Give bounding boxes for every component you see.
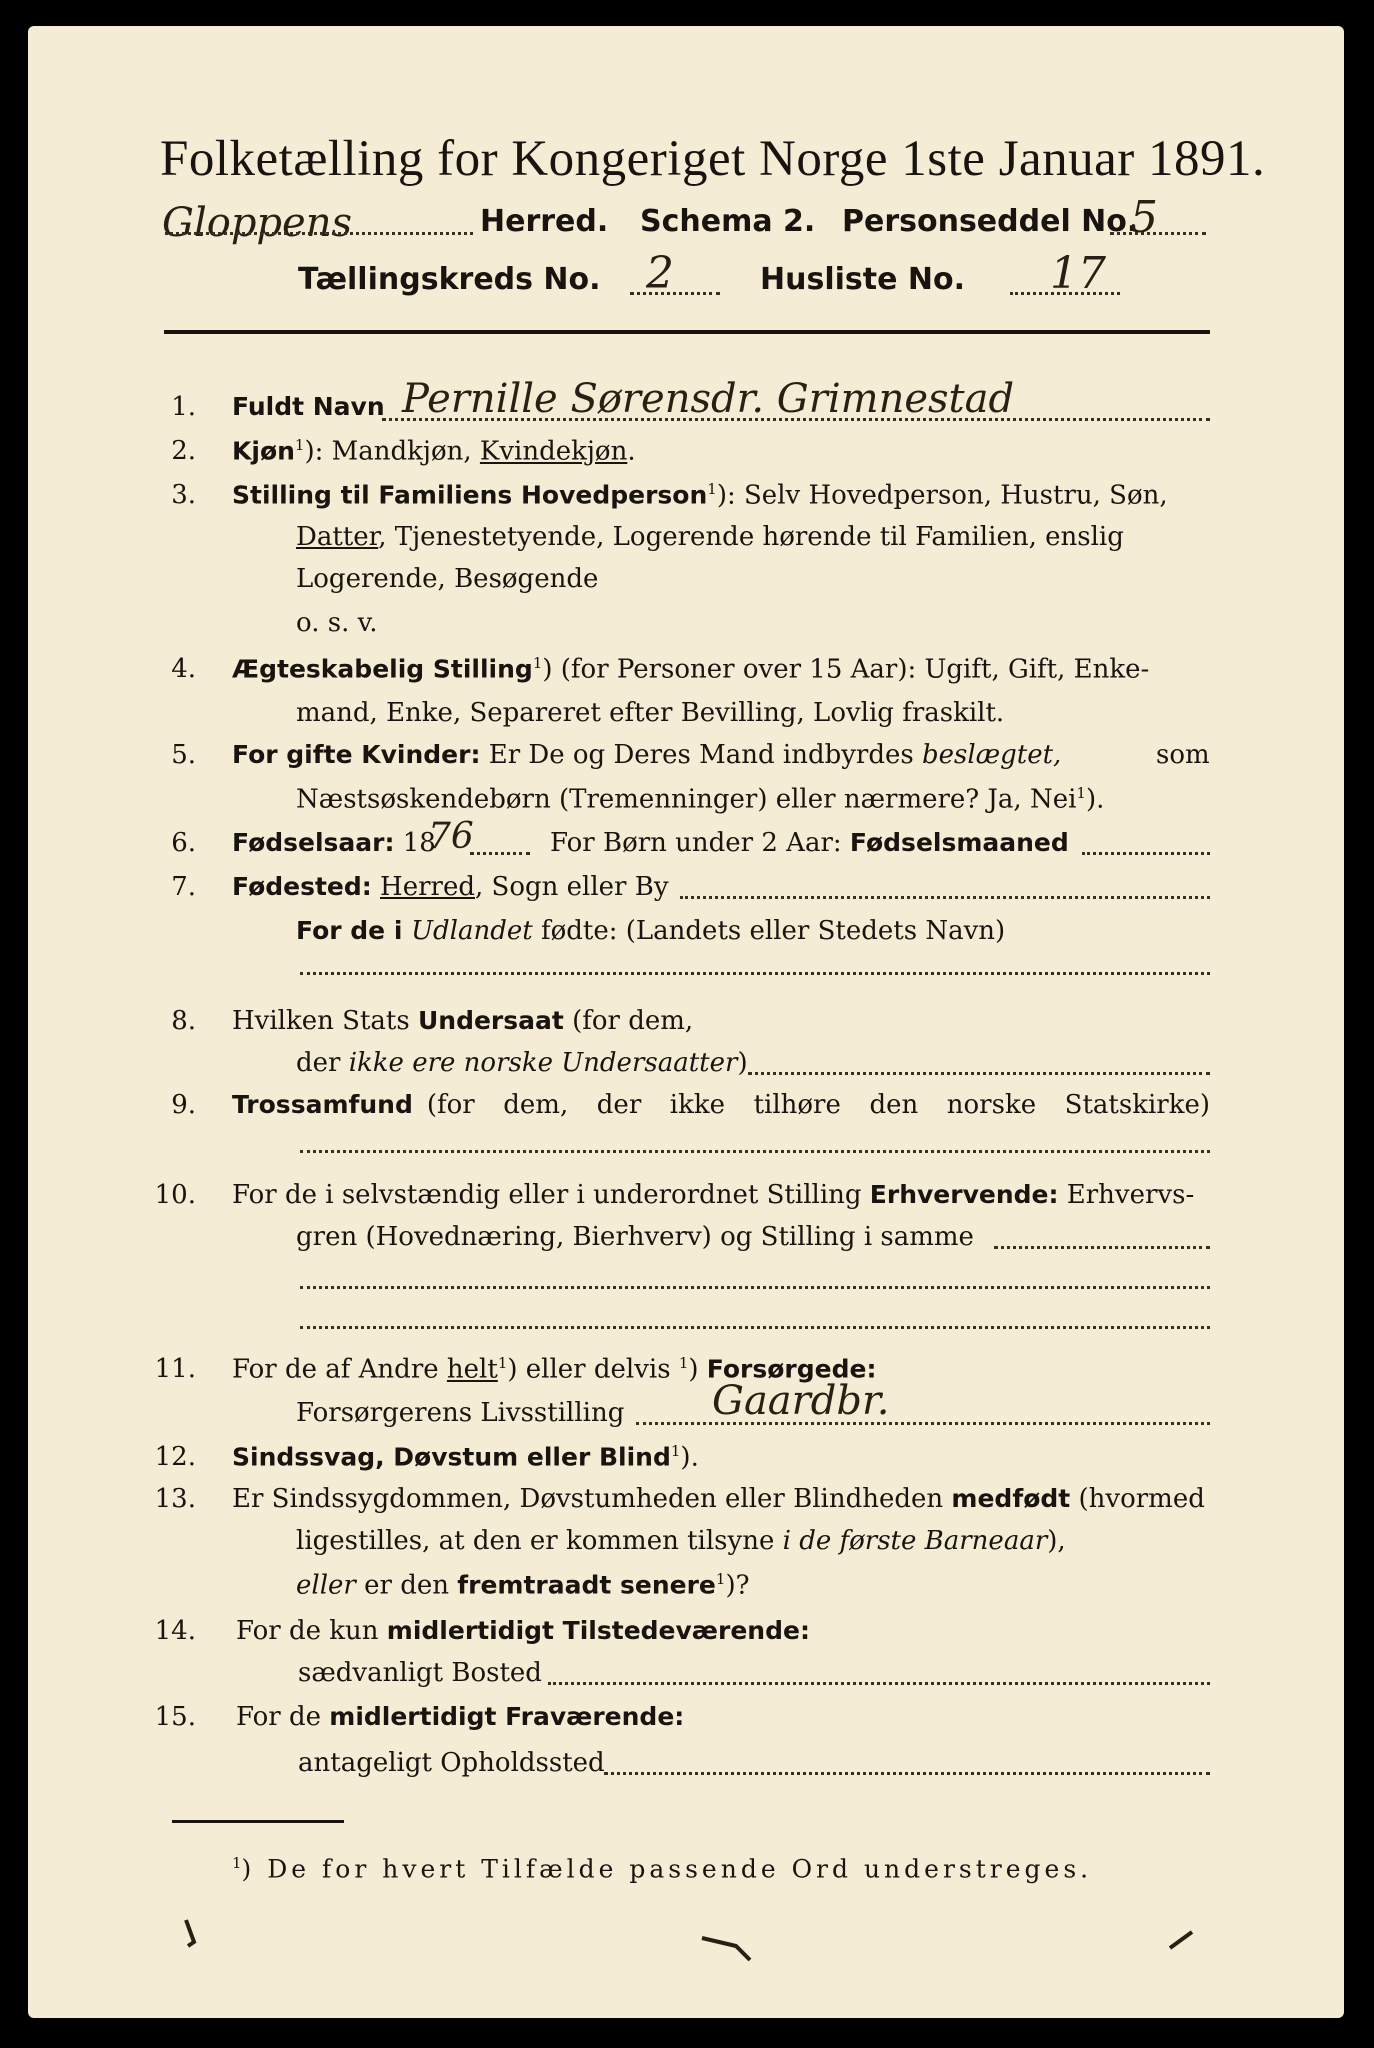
q9-line: Trossamfund (for dem, der ikke tilhøre den norske Statskirke) — [232, 1090, 1210, 1120]
q10-line1: For de i selvstændig eller i underordnet Stilling Erhvervende: Erhvervs- — [232, 1180, 1195, 1210]
question-number: 15. — [154, 1702, 196, 1732]
q8-line1: Hvilken Stats Undersaat (for dem, — [232, 1006, 694, 1036]
q4-line1: Ægteskabelig Stilling$^1$) (for Personer over 15 Aar): Ugift, Gift, Enke- — [232, 654, 1150, 685]
footnote: $^1$) De for hvert Tilfælde passende Ord understreges. — [232, 1854, 1093, 1884]
dotted-line — [748, 1072, 1210, 1075]
dotted-line — [300, 1326, 1210, 1329]
birth-year-handwritten: 76 — [428, 816, 474, 857]
dotted-line — [470, 852, 530, 855]
question-number: 10. — [154, 1180, 196, 1210]
kreds-label: Tællingskreds No. — [298, 262, 601, 297]
kreds-handwritten: 2 — [646, 248, 674, 299]
q13-line1: Er Sindssygdommen, Døvstumheden eller Blindheden medfødt (hvormed — [232, 1484, 1205, 1514]
q6-line: Fødselsaar: 18 — [232, 828, 436, 858]
kvindekjon-underlined: Kvindekjøn — [479, 436, 628, 467]
dotted-line — [300, 1150, 1210, 1153]
question-number: 6. — [171, 828, 196, 858]
q14-line2: sædvanligt Bosted — [298, 1658, 542, 1688]
dotted-line — [165, 232, 473, 235]
question-number: 9. — [171, 1090, 196, 1120]
q6-rest: For Børn under 2 Aar: Fødselsmaaned — [550, 828, 1069, 858]
q1-label: Fuldt Navn — [232, 392, 385, 421]
dotted-line — [604, 1772, 1210, 1775]
q5-line1: For gifte Kvinder: Er De og Deres Mand indbyrdes beslægtet, — [232, 740, 1062, 770]
question-number: 7. — [171, 872, 196, 902]
husliste-label: Husliste No. — [760, 262, 965, 297]
question-number: 12. — [154, 1442, 196, 1472]
dotted-line — [1082, 852, 1210, 855]
q3-line1: Stilling til Familiens Hovedperson$^1$): Selv Hovedperson, Hustru, Søn, — [232, 480, 1168, 511]
question-number: 14. — [154, 1616, 196, 1646]
question-number: 1. — [171, 392, 196, 422]
provider-occupation-handwritten: Gaardbr. — [712, 1378, 890, 1424]
q3-line4: o. s. v. — [296, 608, 378, 638]
q7-line1: Fødested: Herred, Sogn eller By — [232, 872, 669, 902]
footnote-rule — [172, 1820, 344, 1823]
q13-line3: eller er den fremtraadt senere$^1$)? — [296, 1570, 750, 1601]
question-number: 13. — [154, 1484, 196, 1514]
dotted-line — [680, 896, 1210, 899]
herred-underlined: Herred — [380, 872, 475, 902]
q10-line2: gren (Hovednæring, Bierhverv) og Stilling i samme — [296, 1222, 974, 1252]
schema-label: Schema 2. — [640, 204, 816, 239]
question-number: 8. — [171, 1006, 196, 1036]
q13-line2: ligestilles, at den er kommen tilsyne i de første Barneaar), — [296, 1526, 1066, 1556]
dotted-line — [300, 972, 1210, 975]
personseddel-handwritten: 5 — [1130, 192, 1158, 243]
q3-line3: Logerende, Besøgende — [296, 564, 599, 594]
question-number: 5. — [171, 740, 196, 770]
q11-line1: For de af Andre helt$^1$) eller delvis $^1$) Forsørgede: — [232, 1354, 877, 1385]
question-number: 4. — [171, 654, 196, 684]
dotted-line — [994, 1246, 1210, 1249]
q15-line2: antageligt Opholdssted — [298, 1748, 605, 1778]
dotted-line — [630, 292, 720, 295]
q5-line1-end: som — [1156, 740, 1210, 770]
stray-pen-marks — [180, 1912, 1210, 1972]
dotted-line — [1010, 292, 1120, 295]
question-number: 3. — [171, 480, 196, 510]
herred-label: Herred. — [480, 204, 609, 239]
full-name-handwritten: Pernille Sørensdr. Grimnestad — [402, 376, 1015, 422]
q4-line2: mand, Enke, Separeret efter Bevilling, Lovlig fraskilt. — [296, 698, 1005, 728]
municipality-handwritten: Gloppens — [162, 200, 352, 246]
dotted-line — [548, 1682, 1210, 1685]
dotted-line — [1110, 232, 1206, 235]
q11-line2: Forsørgerens Livsstilling — [296, 1398, 625, 1428]
q12-line: Sindssvag, Døvstum eller Blind$^1$). — [232, 1442, 699, 1473]
q2-line: Kjøn$^1$): Mandkjøn, Kvindekjøn. — [232, 436, 636, 467]
q14-line1: For de kun midlertidigt Tilstedeværende: — [236, 1616, 810, 1646]
q15-line1: For de midlertidigt Fraværende: — [236, 1702, 685, 1732]
q5-line2: Næstsøskendebørn (Tremenninger) eller nærmere? Ja, Nei$^1$). — [296, 784, 1105, 815]
datter-underlined: Datter — [296, 522, 379, 552]
q8-line2: der ikke ere norske Undersaatter) — [296, 1048, 748, 1078]
header-rule — [164, 330, 1210, 334]
personseddel-label: Personseddel No. — [842, 204, 1139, 239]
question-number: 11. — [154, 1354, 196, 1384]
helt-underlined: helt — [446, 1354, 498, 1385]
q7-line2: For de i Udlandet fødte: (Landets eller Stedets Navn) — [296, 916, 1006, 946]
dotted-line — [300, 1286, 1210, 1289]
question-number: 2. — [171, 436, 196, 466]
husliste-handwritten: 17 — [1050, 248, 1106, 299]
q3-line2: Datter, Tjenestetyende, Logerende hørende til Familien, enslig — [296, 522, 1124, 552]
form-title: Folketælling for Kongeriget Norge 1ste Januar 1891. — [160, 131, 1266, 187]
